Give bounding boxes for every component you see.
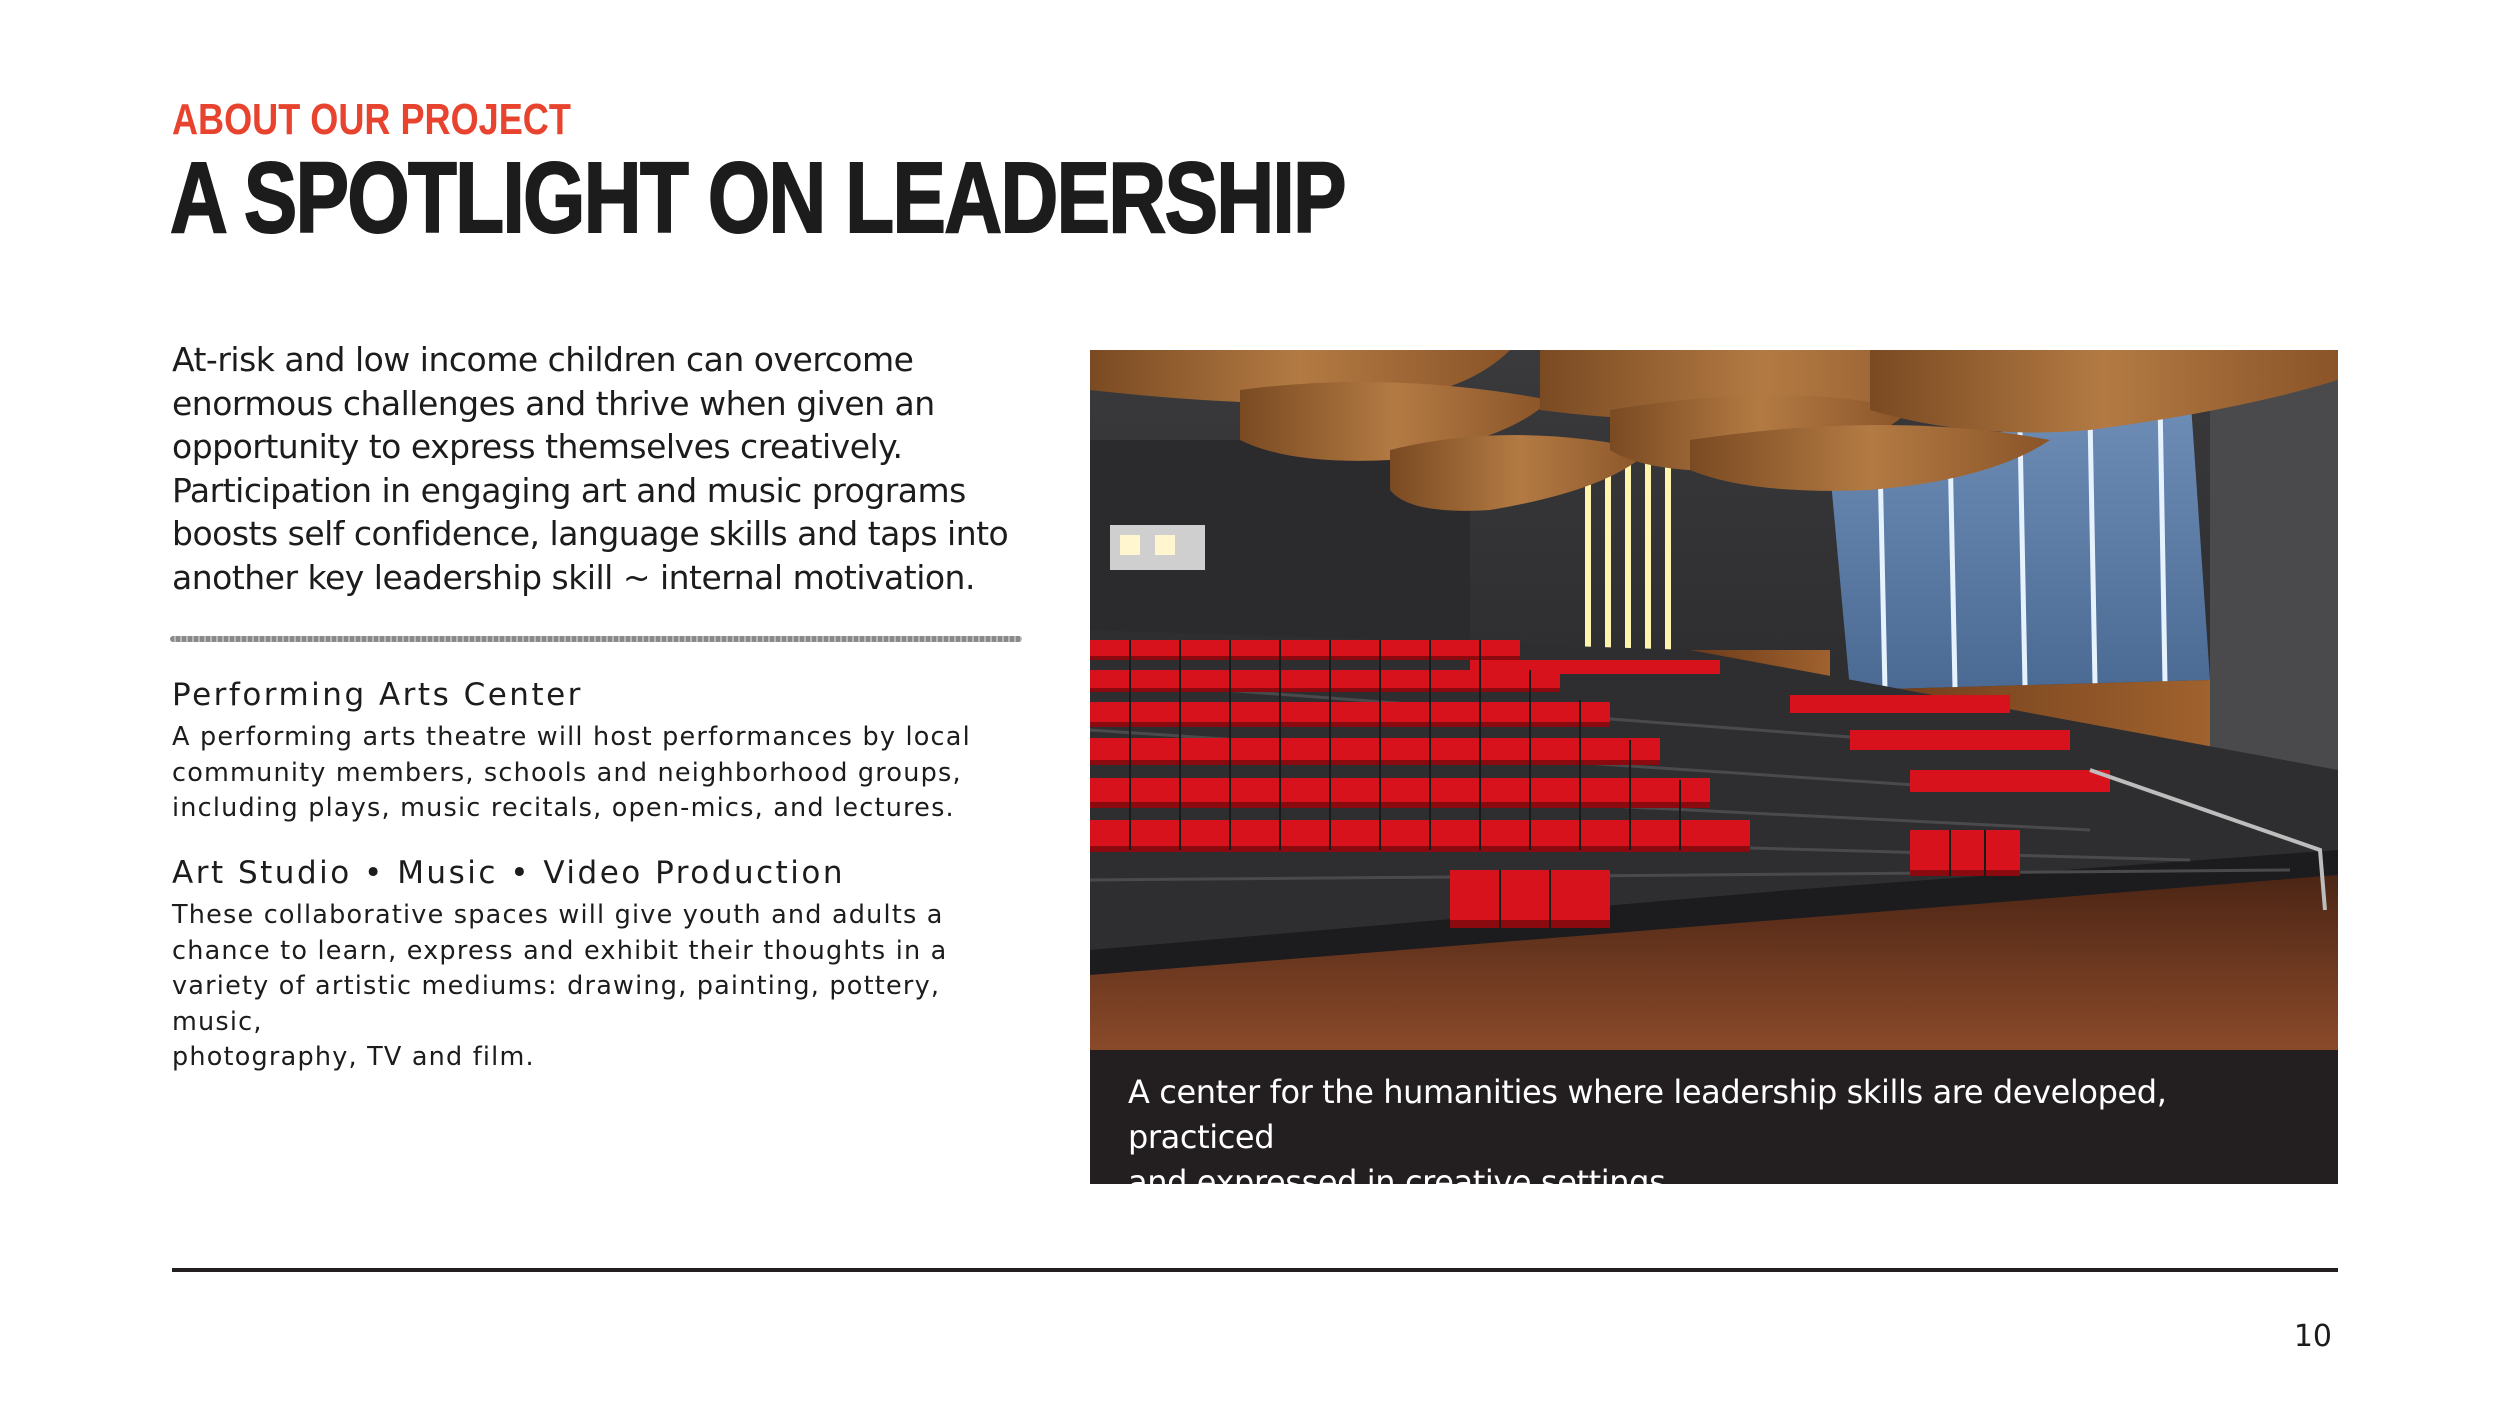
art-studio-body [172, 898, 1032, 1076]
intro-line: At-risk and low income children can overcome [172, 340, 914, 379]
body-line: including plays, music recitals, open-mics, and lectures. [172, 793, 955, 823]
section-eyebrow: ABOUT OUR PROJECT [172, 95, 571, 144]
footer-rule [172, 1268, 2338, 1272]
intro-line: Participation in engaging art and music programs [172, 470, 966, 510]
art-studio-heading: Art Studio • Music • Video Production [172, 855, 846, 891]
photo-caption [1090, 1050, 2338, 1201]
caption-line: A center for the humanities where leadership skills are developed, practiced [1128, 1073, 2167, 1156]
body-line: community members, schools and neighborhood groups, [172, 757, 962, 788]
intro-line: opportunity to express themselves creatively. [172, 427, 903, 466]
section-divider [170, 636, 1022, 642]
body-line: chance to learn, express and exhibit their thoughts in a [172, 935, 948, 966]
body-line: photography, TV and film. [172, 1042, 535, 1072]
intro-line: enormous challenges and thrive when given an [172, 383, 935, 423]
body-line: These collaborative spaces will give youth and adults a [172, 900, 944, 930]
intro-line: boosts self confidence, language skills and taps into [172, 514, 1009, 553]
body-line: A performing arts theatre will host performances by local [172, 722, 971, 752]
performing-arts-heading: Performing Arts Center [172, 677, 583, 713]
body-line: variety of artistic mediums: drawing, painting, pottery, music, [172, 971, 941, 1037]
performing-arts-body [172, 720, 1032, 827]
intro-paragraph [172, 338, 1072, 599]
auditorium-illustration [1090, 350, 2338, 1050]
page-number: 10 [2293, 1319, 2332, 1354]
intro-line: another key leadership skill ~ internal motivation. [172, 557, 975, 597]
auditorium-photo [1090, 350, 2338, 1050]
caption-line: and expressed in creative settings. [1128, 1163, 1676, 1201]
page-title: A SPOTLIGHT ON LEADERSHIP [170, 142, 1345, 254]
